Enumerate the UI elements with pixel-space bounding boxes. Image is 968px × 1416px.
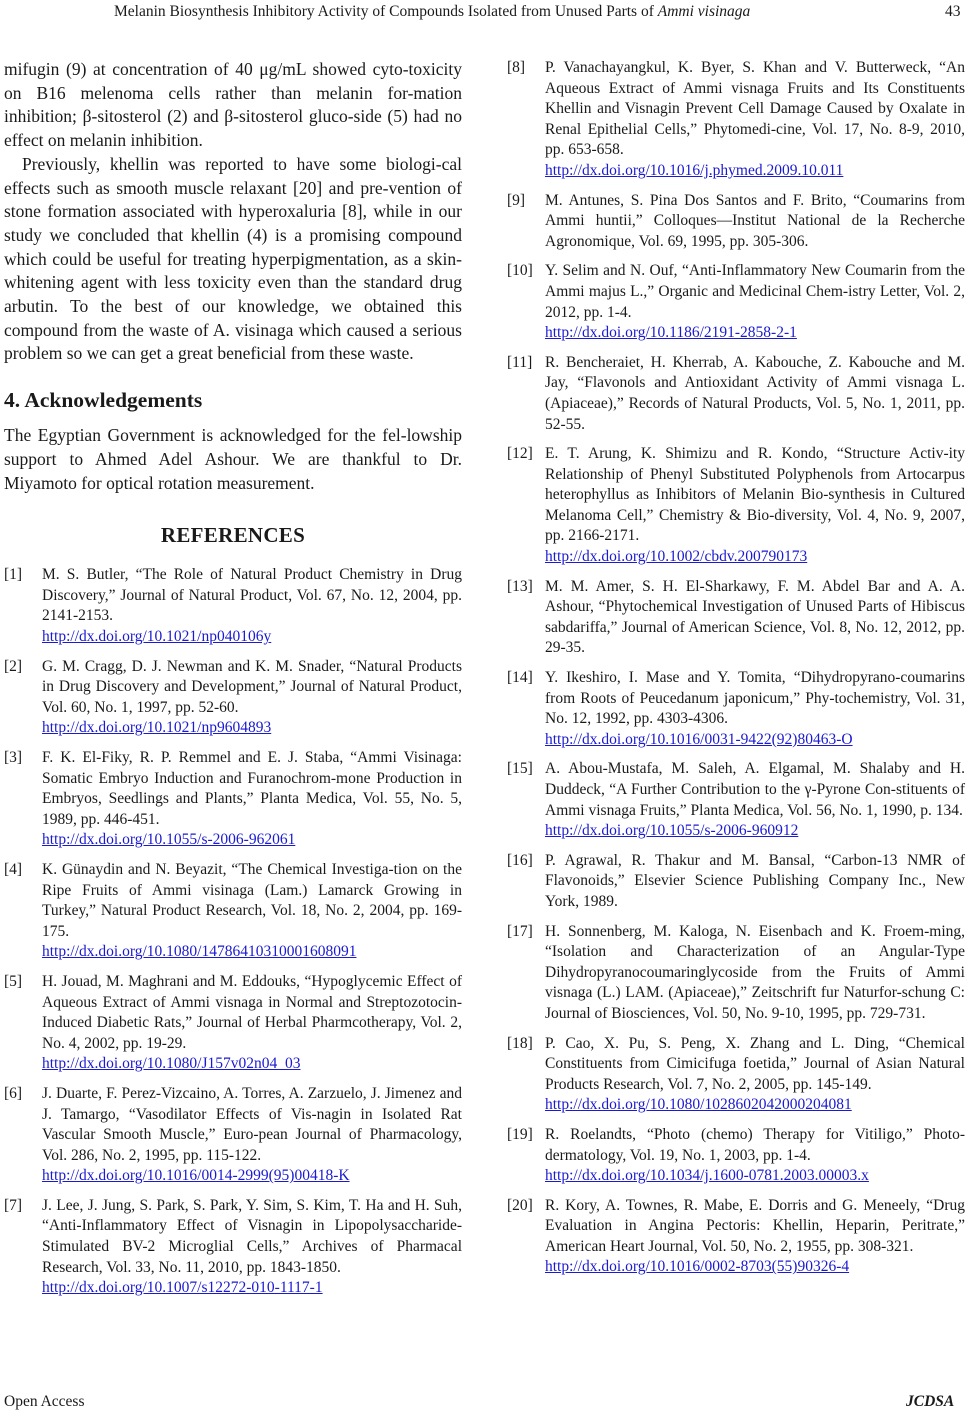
references-list-left xyxy=(4,565,462,1299)
reference-doi-link[interactable]: http://dx.doi.org/10.1007/s12272-010-1117-1 xyxy=(42,1279,323,1297)
body-paragraph-2: Previously, khellin was reported to have some biologi-cal effects such as smooth muscle relaxant [20] and pre-vention of stone formation associated with hyperoxaluria [8], while in our study we concluded that khellin (4) is a promising compound which could be useful for treating hyperpigmentation, as a skin-whitening agent with less toxicity even than the standard drug arbutin. To the best of our knowledge, we obtained this compound from the waste of A. visinaga which caused a serious problem so we can get a great beneficial from these waste. xyxy=(4,153,462,364)
reference-text: E. T. Arung, K. Shimizu and R. Kondo, “Structure Activ-ity Relationship of Phenyl Substituted Polyphenols from Artocarpus heterophyllus as Inhibitors of Melanin Bio-synthesis in Cultured Melanoma Cell,” Chemistry & Bio-diversity, Vol. 4, No. 9, 2007, pp. 2166-2171. xyxy=(545,445,965,545)
references-heading: REFERENCES xyxy=(160,523,306,548)
reference-item xyxy=(507,58,965,182)
reference-doi-link[interactable]: http://dx.doi.org/10.1016/0002-8703(55)90326-4 xyxy=(545,1258,850,1276)
reference-item xyxy=(507,922,965,1025)
reference-number: [10] xyxy=(507,262,533,280)
reference-text: R. Kory, A. Townes, R. Mabe, E. Dorris and G. Meneely, “Drug Evaluation in Angina Pectoris: Khellin, Heparin, Peritrate,” American Heart Journal, Vol. 50, No. 2, 1955, pp. 308-321. xyxy=(545,1196,965,1255)
reference-doi-link[interactable]: http://dx.doi.org/10.1055/s-2006-962061 xyxy=(42,831,296,849)
reference-number: [15] xyxy=(507,760,533,778)
reference-item xyxy=(507,191,965,253)
running-title xyxy=(114,2,750,22)
running-header xyxy=(0,2,968,24)
reference-item xyxy=(507,759,965,841)
reference-item xyxy=(507,444,965,568)
footer-journal: JCDSA xyxy=(906,1393,955,1410)
reference-text: A. Abou-Mustafa, M. Saleh, A. Elgamal, M. Shalaby and H. Duddeck, “A Further Contribution to the γ-Pyrone Con-stituents of Ammi visnaga Fruits,” Planta Medica, Vol. 56, No. 1, 1990, p. 134. xyxy=(545,760,965,819)
reference-doi-link[interactable]: http://dx.doi.org/10.1021/np040106y xyxy=(42,628,272,646)
reference-text: R. Roelandts, “Photo (chemo) Therapy for Vitiligo,” Photo-dermatology, Vol. 19, No. 1, 2003, pp. 1-4. xyxy=(545,1125,965,1164)
reference-text: M. M. Amer, S. H. El-Sharkawy, F. M. Abdel Bar and A. A. Ashour, “Phytochemical Investigation of Unused Parts of Hibiscus sabdariffa,” Journal of American Science, Vol. 8, No. 12, 2012, pp. 29-35. xyxy=(545,577,965,657)
reference-doi-link[interactable]: http://dx.doi.org/10.1080/J157v02n04_03 xyxy=(42,1055,301,1073)
right-column xyxy=(507,58,965,1287)
reference-text: G. M. Cragg, D. J. Newman and K. M. Snader, “Natural Products in Drug Discovery and Development,” Journal of Natural Product, Vol. 60, No. 1, 1997, pp. 52-60. xyxy=(42,657,462,716)
reference-item xyxy=(4,1084,462,1187)
reference-item xyxy=(507,851,965,913)
reference-text: P. Agrawal, R. Thakur and M. Bansal, “Carbon-13 NMR of Flavonoids,” Elsevier Science Publishing Company Inc., New York, 1989. xyxy=(545,851,965,910)
reference-text: K. Günaydin and N. Beyazit, “The Chemical Investiga-tion on the Ripe Fruits of Ammi visinaga (Lam.) Lamarck Growing in Turkey,” Natural Product Research, Vol. 18, No. 2, 2004, pp. 169-175. xyxy=(42,860,462,940)
reference-number: [9] xyxy=(507,191,526,209)
reference-item xyxy=(4,657,462,739)
reference-text: R. Bencheraiet, H. Kherrab, A. Kabouche, Z. Kabouche and M. Jay, “Flavonols and Antioxidant Activity of Ammi visnaga L. (Apiaceae),” Records of Natural Products, Vol. 5, No. 1, 2011, pp. 52-55. xyxy=(545,353,965,433)
reference-item xyxy=(507,1196,965,1278)
reference-number: [12] xyxy=(507,445,533,463)
reference-text: H. Jouad, M. Maghrani and M. Eddouks, “Hypoglycemic Effect of Aqueous Extract of Ammi visnaga in Normal and Streptozotocin-Induced Diabetic Rats,” Journal of Herbal Pharmcotherapy, Vol. 2, No. 4, 2002, pp. 19-29. xyxy=(42,972,462,1052)
references-list-right xyxy=(507,58,965,1278)
reference-item xyxy=(4,972,462,1075)
reference-item xyxy=(507,577,965,659)
reference-doi-link[interactable]: http://dx.doi.org/10.1002/cbdv.200790173 xyxy=(545,548,808,566)
reference-item xyxy=(507,1125,965,1187)
reference-doi-link[interactable]: http://dx.doi.org/10.1016/j.phymed.2009.10.011 xyxy=(545,161,844,179)
reference-doi-link[interactable]: http://dx.doi.org/10.1080/14786410310001608091 xyxy=(42,943,357,961)
reference-number: [5] xyxy=(4,972,23,990)
reference-text: M. Antunes, S. Pina Dos Santos and F. Brito, “Coumarins from Ammi huntii,” Colloques—Institut National de la Recherche Agronomique, Vol. 69, 1995, pp. 305-306. xyxy=(545,191,965,250)
reference-doi-link[interactable]: http://dx.doi.org/10.1016/0014-2999(95)00418-K xyxy=(42,1167,350,1185)
running-title-text: Melanin Biosynthesis Inhibitory Activity of Compounds Isolated from Unused Parts of xyxy=(114,3,654,20)
reference-item xyxy=(507,668,965,750)
reference-text: J. Lee, J. Jung, S. Park, S. Park, Y. Sim, S. Kim, T. Ha and H. Suh, “Anti-Inflammatory Effect of Visnagin in Lipopolysaccharide-Stimulated BV-2 Microglial Cells,” Archives of Pharmacal Research, Vol. 33, No. 11, 2010, pp. 1843-1850. xyxy=(42,1196,462,1276)
reference-number: [16] xyxy=(507,851,533,869)
left-column xyxy=(4,58,462,1308)
reference-item xyxy=(507,1034,965,1116)
reference-number: [19] xyxy=(507,1125,533,1143)
reference-item xyxy=(4,1196,462,1299)
body-paragraph-1: mifugin (9) at concentration of 40 μg/mL showed cyto-toxicity on B16 melenoma cells rather than melanin for-mation inhibition; β-sitosterol (2) and β-sitosterol gluco-side (5) had no effect on melanin inhibition. xyxy=(4,59,462,151)
reference-item xyxy=(4,860,462,963)
reference-number: [2] xyxy=(4,657,23,675)
reference-item xyxy=(4,748,462,851)
reference-doi-link[interactable]: http://dx.doi.org/10.1021/np9604893 xyxy=(42,719,272,737)
reference-text: J. Duarte, F. Perez-Vizcaino, A. Torres, A. Zarzuelo, J. Jimenez and J. Tamargo, “Vasodilator Effects of Vis-nagin in Isolated Rat Vascular Smooth Muscle,” Euro-pean Journal of Pharmacology, Vol. 286, No. 2, 1995, pp. 115-122. xyxy=(42,1084,462,1164)
reference-item xyxy=(507,353,965,435)
reference-doi-link[interactable]: http://dx.doi.org/10.1186/2191-2858-2-1 xyxy=(545,324,797,342)
reference-number: [14] xyxy=(507,669,533,687)
page-number: 43 xyxy=(945,3,961,20)
reference-number: [6] xyxy=(4,1084,23,1102)
reference-doi-link[interactable]: http://dx.doi.org/10.1016/0031-9422(92)80463-O xyxy=(545,730,853,748)
reference-number: [17] xyxy=(507,922,533,940)
acknowledgements-paragraph: The Egyptian Government is acknowledged for the fel-lowship support to Ahmed Adel Ashour. We are thankful to Dr. Miyamoto for optical rotation measurement. xyxy=(4,425,462,493)
reference-doi-link[interactable]: http://dx.doi.org/10.1055/s-2006-960912 xyxy=(545,822,799,840)
reference-text: F. K. El-Fiky, R. P. Remmel and E. J. Staba, “Ammi Visinaga: Somatic Embryo Induction and Furanochrom-mone Production in Embryos, Seedlings and Plants,” Planta Medica, Vol. 55, No. 5, 1989, pp. 446-451. xyxy=(42,749,462,828)
reference-text: P. Cao, X. Pu, S. Peng, X. Zhang and L. Ding, “Chemical Constituents from Cimicifuga foetida,” Journal of Asian Natural Products Research, Vol. 7, No. 2, 2005, pp. 145-149. xyxy=(545,1034,965,1093)
reference-number: [11] xyxy=(507,353,533,371)
reference-text: M. S. Butler, “The Role of Natural Product Chemistry in Drug Discovery,” Journal of Natural Product, Vol. 67, No. 12, 2004, pp. 2141-2153. xyxy=(42,566,462,625)
section-heading-acknowledgements: 4. Acknowledgements xyxy=(4,388,203,413)
footer-open-access: Open Access xyxy=(4,1393,85,1410)
reference-text: Y. Selim and N. Ouf, “Anti-Inflammatory New Coumarin from the Ammi majus L.,” Organic and Medicinal Chem-istry Letter, Vol. 2, 2012, pp. 1-4. xyxy=(545,262,965,321)
reference-number: [8] xyxy=(507,59,526,76)
reference-number: [18] xyxy=(507,1034,533,1052)
reference-doi-link[interactable]: http://dx.doi.org/10.1034/j.1600-0781.2003.00003.x xyxy=(545,1167,869,1185)
reference-doi-link[interactable]: http://dx.doi.org/10.1080/1028602042000204081 xyxy=(545,1096,852,1114)
reference-number: [13] xyxy=(507,577,533,595)
reference-number: [4] xyxy=(4,860,23,878)
reference-number: [20] xyxy=(507,1196,533,1214)
reference-number: [3] xyxy=(4,749,23,766)
reference-item xyxy=(4,565,462,647)
reference-text: H. Sonnenberg, M. Kaloga, N. Eisenbach and K. Froem-ming, “Isolation and Characterization of an Angular-Type Dihydropyranocoumaringlycoside from the Fruits of Ammi visnaga (L.) LAM. (Apiaceae),” Zeitschrift fur Naturfor-schung C: Journal of Biosciences, Vol. 50, No. 9-10, 1995, pp. 729-731. xyxy=(545,922,965,1022)
running-title-species: Ammi visinaga xyxy=(657,3,751,20)
reference-text: P. Vanachayangkul, K. Byer, S. Khan and V. Butterweck, “An Aqueous Extract of Ammi visnaga Fruits and Its Constituents Khellin and Visnagin Prevent Cell Damage Caused by Oxalate in Renal Epithelial Cells,” Phytomedi-cine, Vol. 17, No. 8-9, 2010, pp. 653-658. xyxy=(545,59,965,159)
reference-item xyxy=(507,261,965,343)
reference-number: [1] xyxy=(4,566,23,584)
reference-number: [7] xyxy=(4,1196,23,1214)
reference-text: Y. Ikeshiro, I. Mase and Y. Tomita, “Dihydropyrano-coumarins from Roots of Peucedanum japonicum,” Phy-tochemistry, Vol. 31, No. 12, 1992, pp. 4303-4306. xyxy=(545,669,965,728)
